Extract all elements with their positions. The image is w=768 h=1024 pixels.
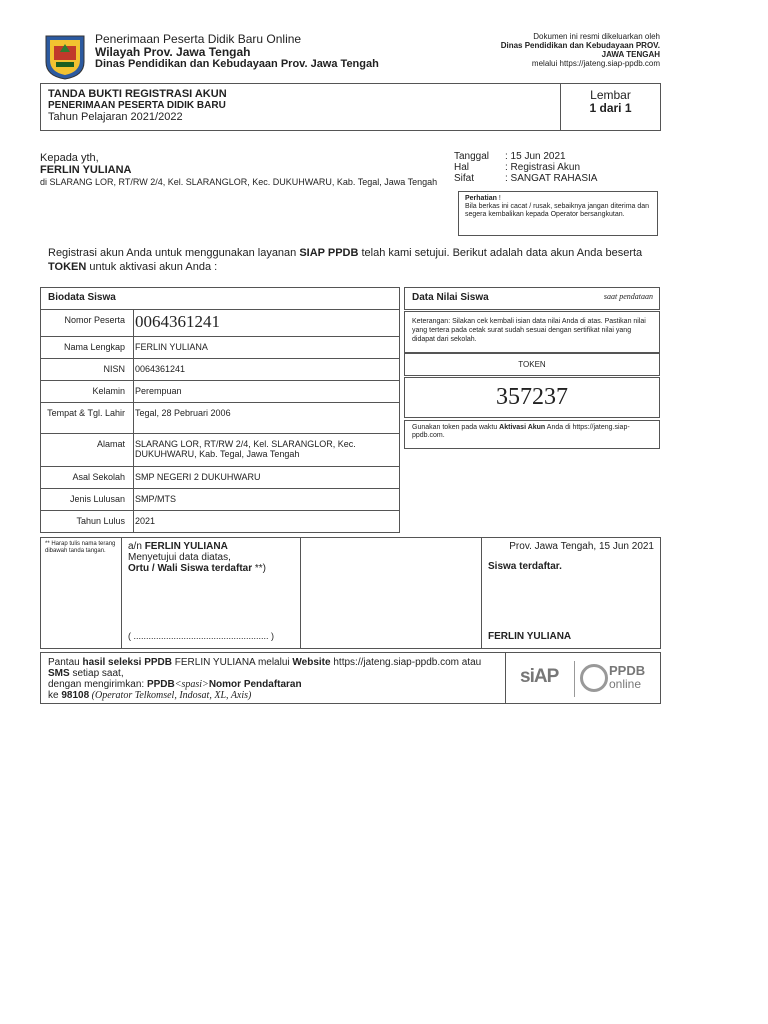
nilai-note: saat pendataan: [603, 292, 653, 301]
jenis-lulusan-value: SMP/MTS: [135, 494, 177, 504]
jawa-tengah-emblem-logo: [42, 32, 88, 80]
place-date: Prov. Jawa Tengah, 15 Jun 2021: [509, 541, 654, 552]
alamat-value: SLARANG LOR, RT/RW 2/4, Kel. SLARANGLOR, Kec. DUKUHWARU, Kab. Tegal, Jawa Tengah: [135, 439, 356, 459]
footer-logos: [505, 652, 661, 704]
footer-url: https://jateng.siap-ppdb.com atau: [330, 657, 482, 668]
biodata-row-jenis-lulusan: [40, 489, 400, 511]
header-official-note: Dokumen ini resmi dikeluarkan oleh: [533, 32, 660, 41]
subject-label: Hal: [454, 162, 470, 173]
approval-text: Menyetujui data diatas,: [128, 552, 231, 563]
asal-sekolah-value: SMP NEGERI 2 DUKUHWARU: [135, 472, 261, 482]
footer-spasi: <spasi>: [174, 679, 209, 690]
header-department: Dinas Pendidikan dan Kebudayaan Prov. Jawa Tengah: [95, 58, 379, 70]
token-label: TOKEN: [404, 353, 660, 376]
jenis-lulusan-label: Jenis Lulusan: [41, 489, 134, 510]
biodata-row-nomor-peserta: [40, 310, 400, 337]
siap-logo: siAP: [520, 666, 559, 687]
nisn-label: NISN: [41, 359, 134, 380]
an-name: FERLIN YULIANA: [144, 541, 228, 552]
subject-value: : Registrasi Akun: [505, 162, 581, 173]
header-portal-name: Penerimaan Peserta Didik Baru Online: [95, 32, 302, 46]
parent-label: Ortu / Wali Siswa terdaftar: [128, 563, 253, 574]
parent-signature-box: [121, 537, 301, 649]
tahun-lulus-label: Tahun Lulus: [41, 511, 134, 532]
biodata-row-kelamin: [40, 381, 400, 403]
biodata-row-nisn: [40, 359, 400, 381]
tahun-lulus-value: 2021: [135, 516, 156, 526]
header-official-dept: Dinas Pendidikan dan Kebudayaan PROV.: [500, 41, 660, 50]
biodata-row-alamat: [40, 434, 400, 467]
token-instructions-2: Anda di https://jateng.siap-ppdb.com.: [412, 424, 630, 439]
student-name: FERLIN YULIANA: [488, 631, 572, 642]
nilai-heading: Data Nilai Siswa: [412, 292, 489, 303]
sheet-value: 1 dari 1: [589, 101, 632, 115]
footer-number: 98108: [61, 690, 90, 701]
biodata-row-nama: [40, 337, 400, 359]
signature-note: [40, 537, 122, 649]
header-official-url: melalui https://jateng.siap-ppdb.com: [531, 59, 660, 68]
kelamin-label: Kelamin: [41, 381, 134, 402]
nomor-peserta-value: 0064361241: [135, 312, 220, 331]
attention-exclamation: !: [496, 195, 501, 202]
biodata-row-ttl: [40, 403, 400, 434]
ppdb-circle-icon: [580, 664, 608, 692]
intro-token: TOKEN: [48, 261, 87, 273]
nisn-value: 0064361241: [135, 364, 186, 374]
footer-operator: (Operator Telkomsel, Indosat, XL, Axis): [89, 690, 252, 701]
date-label: Tanggal: [454, 151, 490, 162]
token-instructions-bold: Aktivasi Akun: [499, 424, 546, 431]
footer-ppdb: PPDB: [146, 679, 175, 690]
an-prefix: a/n: [128, 541, 145, 552]
asal-sekolah-label: Asal Sekolah: [41, 467, 134, 488]
footer-sms: SMS: [48, 668, 70, 679]
nama-label: Nama Lengkap: [41, 337, 134, 358]
attention-title: Perhatian: [465, 195, 497, 202]
nama-value: FERLIN YULIANA: [135, 342, 208, 352]
token-instructions: [404, 420, 660, 449]
header-official-province: JAWA TENGAH: [601, 50, 660, 59]
footer-ke: ke: [48, 690, 62, 701]
intro-text-1: Registrasi akun Anda untuk menggunakan layanan: [48, 247, 300, 259]
sheet-count-box: [560, 83, 661, 131]
classification-value: : SANGAT RAHASIA: [505, 173, 598, 184]
footer-pantau: Pantau: [48, 657, 83, 668]
ppdb-online-text: online: [609, 677, 642, 691]
recipient-address: di SLARANG LOR, RT/RW 2/4, Kel. SLARANGLOR, Kec. DUKUHWARU, Kab. Tegal, Jawa Tengah: [40, 177, 438, 187]
token-value: 357237: [404, 377, 660, 418]
attention-text: Bila berkas ini cacat / rusak, sebaiknya jangan diterima dan segera kembalikan kepada Operator bersangkutan.: [465, 203, 650, 218]
parent-name-blank: ( ...................................................... ): [128, 631, 275, 641]
student-label: Siswa terdaftar.: [488, 561, 562, 572]
logo-divider: [574, 661, 575, 697]
attention-notice: [458, 191, 658, 236]
recipient-greeting: Kepada yth,: [40, 152, 99, 164]
footer-nomor: Nomor Pendaftaran: [208, 679, 302, 690]
document-title-box: [40, 83, 561, 131]
biodata-row-tahun-lulus: [40, 511, 400, 533]
intro-siap-ppdb: SIAP PPDB: [299, 247, 359, 259]
intro-paragraph: [48, 246, 648, 274]
footer-setiap: setiap saat,: [69, 668, 124, 679]
ppdb-logo-text: PPDB: [609, 663, 646, 678]
intro-text-3: untuk aktivasi akun Anda :: [86, 261, 218, 273]
signature-note-text: ** Harap tulis nama terang dibawah tanda tangan.: [45, 541, 116, 554]
header-region: Wilayah Prov. Jawa Tengah: [95, 45, 251, 59]
recipient-name: FERLIN YULIANA: [40, 164, 132, 176]
token-instructions-1: Gunakan token pada waktu: [412, 424, 500, 431]
document-subtitle: PENERIMAAN PESERTA DIDIK BARU: [48, 100, 226, 111]
classification-label: Sifat: [454, 173, 475, 184]
parent-suffix: **): [252, 563, 267, 574]
date-value: : 15 Jun 2021: [505, 151, 566, 162]
footer-hasil: hasil seleksi PPDB: [82, 657, 172, 668]
nilai-keterangan: Keterangan: Silakan cek kembali isian data nilai Anda di atas. Pastikan nilai yang tertera pada cetak surat sudah sesuai dengan sertifikat nilai yang didapat dari sekolah.: [404, 311, 660, 353]
document-title: TANDA BUKTI REGISTRASI AKUN: [48, 88, 227, 100]
nomor-peserta-label: Nomor Peserta: [41, 310, 134, 336]
footer-name: FERLIN YULIANA melalui: [171, 657, 293, 668]
academic-year: Tahun Pelajaran 2021/2022: [48, 111, 183, 123]
intro-text-2: telah kami setujui. Berikut adalah data akun Anda beserta: [358, 247, 643, 259]
biodata-row-asal-sekolah: [40, 467, 400, 489]
sheet-label: Lembar: [590, 88, 631, 102]
kelamin-value: Perempuan: [135, 386, 182, 396]
nilai-heading-box: [404, 287, 660, 310]
footer-dengan: dengan mengirimkan:: [48, 679, 147, 690]
footer-sms-info: [40, 652, 506, 704]
ttl-label: Tempat & Tgl. Lahir: [41, 403, 134, 433]
biodata-heading: Biodata Siswa: [40, 287, 400, 310]
student-signature-box: [481, 537, 661, 649]
ttl-value: Tegal, 28 Pebruari 2006: [135, 408, 231, 418]
alamat-label: Alamat: [41, 434, 134, 466]
signature-empty-box: [300, 537, 482, 649]
footer-website: Website: [292, 657, 331, 668]
